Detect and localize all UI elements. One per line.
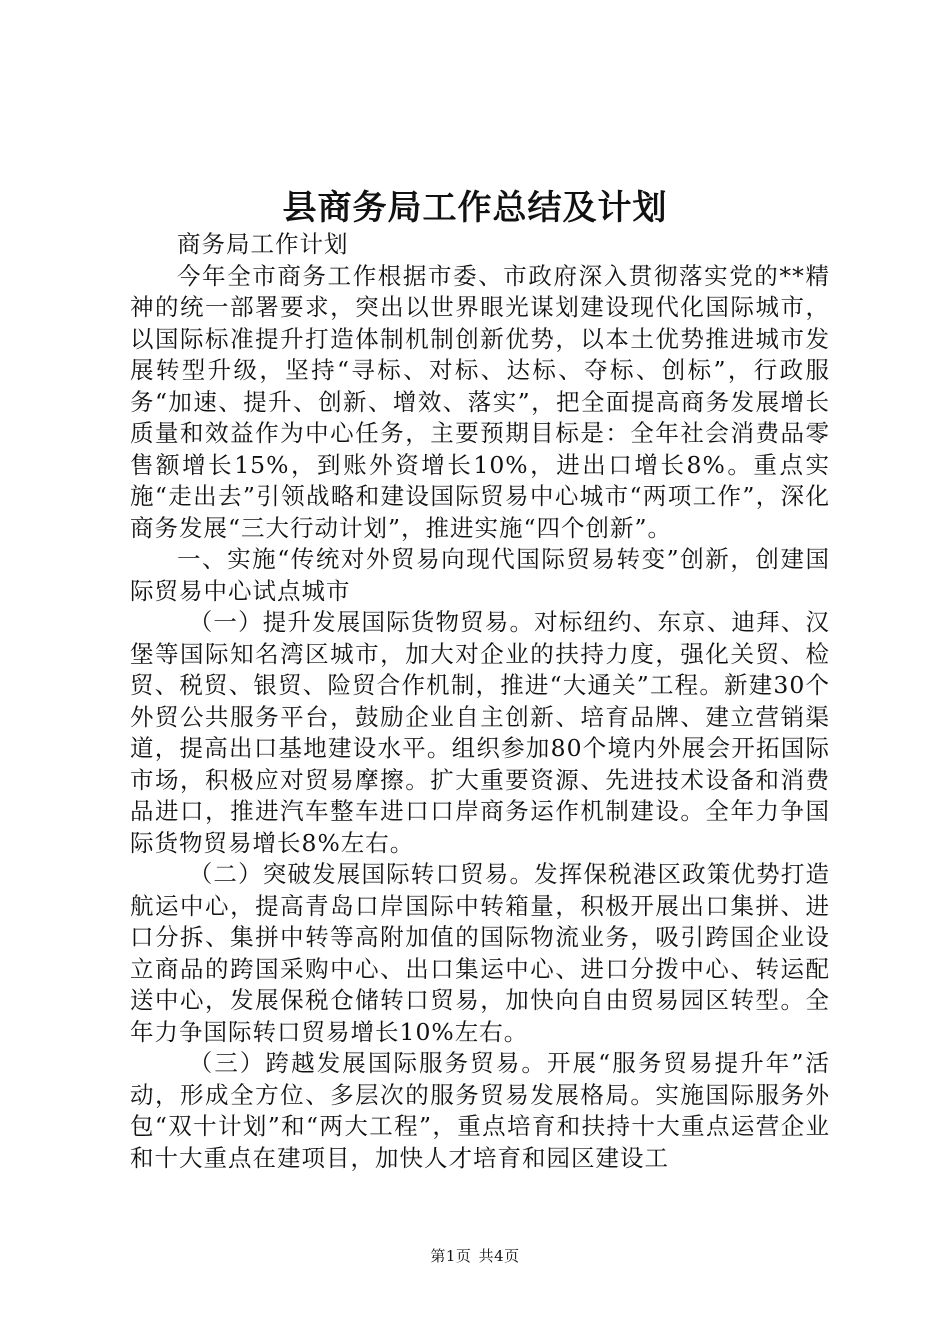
document-title: 县商务局工作总结及计划 xyxy=(282,188,668,228)
page-footer xyxy=(0,1245,950,1266)
document-body xyxy=(130,229,830,1174)
paragraph-section-heading: 一、实施“传统对外贸易向现代国际贸易转变”创新，创建国际贸易中心试点城市 xyxy=(130,545,830,605)
paragraph-service-trade: （三）跨越发展国际服务贸易。开展“服务贸易提升年”活动，形成全方位、多层次的服务贸易发展格局。实施国际服务外包“双十计划”和“两大工程”，重点培育和扶持十大重点运营企业和十大重点在建项目，加快人才培育和园区建设工 xyxy=(130,1049,830,1172)
paragraph-subtitle: 商务局工作计划 xyxy=(177,230,349,258)
paragraph-transit-trade: （二）突破发展国际转口贸易。发挥保税港区政策优势打造航运中心，提高青岛口岸国际中转箱量，积极开展出口集拼、进口分拆、集拼中转等高附加值的国际物流业务，吸引跨国企业设立商品的跨国采购中心、出口集运中心、进口分拨中心、转运配送中心，发展保税仓储转口贸易，加快向自由贸易园区转型。全年力争国际转口贸易增长10%左右。 xyxy=(130,860,830,1046)
paragraph-intro: 今年全市商务工作根据市委、市政府深入贯彻落实党的**精神的统一部署要求，突出以世界眼光谋划建设现代化国际城市，以国际标准提升打造体制机制创新优势，以本土优势推进城市发展转型升级，坚持“寻标、对标、达标、夺标、创标”，行政服务“加速、提升、创新、增效、落实”，把全面提高商务发展增长质量和效益作为中心任务，主要预期目标是：全年社会消费品零售额增长15%，到账外资增长10%，进出口增长8%。重点实施“走出去”引领战略和建设国际贸易中心城市“两项工作”，深化商务发展“三大行动计划”，推进实施“四个创新”。 xyxy=(130,261,830,542)
page-total: 共4页 xyxy=(478,1247,520,1265)
paragraph-goods-trade: （一）提升发展国际货物贸易。对标纽约、东京、迪拜、汉堡等国际知名湾区城市，加大对企业的扶持力度，强化关贸、检贸、税贸、银贸、险贸合作机制，推进“大通关”工程。新建30个外贸公共服务平台，鼓励企业自主创新、培育品牌、建立营销渠道，提高出口基地建设水平。组织参加80个境内外展会开拓国际市场，积极应对贸易摩擦。扩大重要资源、先进技术设备和消费品进口，推进汽车整车进口口岸商务运作机制建设。全年力争国际货物贸易增长8%左右。 xyxy=(130,608,830,857)
page-number: 第1页 xyxy=(430,1247,472,1265)
